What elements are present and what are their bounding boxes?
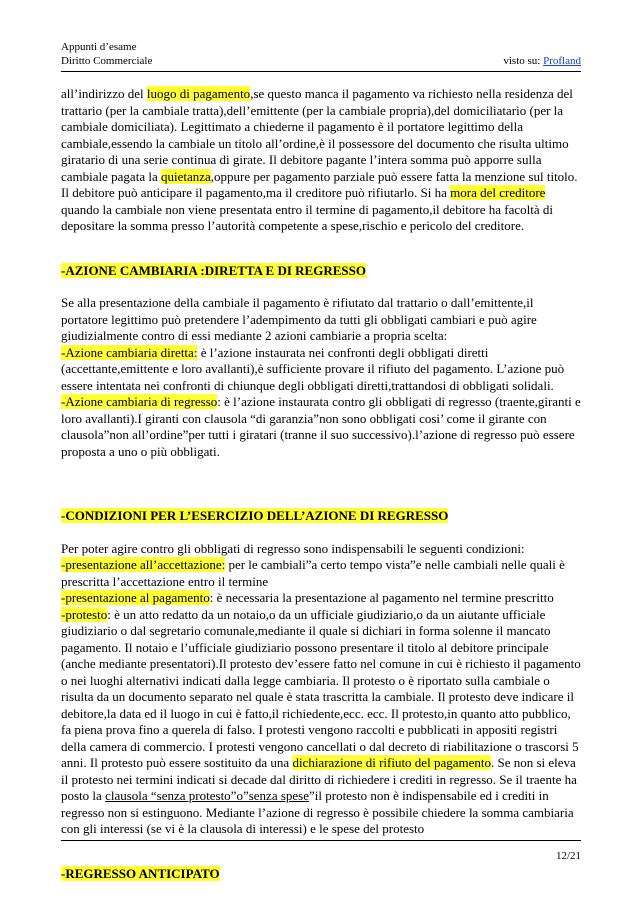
highlight-dichiarazione-rifiuto: dichiarazione di rifiuto del pagamento: [292, 755, 491, 770]
intro-paragraph: [61, 86, 581, 235]
highlight-presentazione-pagamento: -presentazione al pagamento: [61, 590, 210, 605]
highlight-protesto: -protesto: [61, 606, 108, 622]
text-run: quando la cambiale non viene presentata entro il termine di pagamento,il debitore ha facoltà di depositare la somma presso l’autorità competente a spese,rischio e pericolo del creditore.: [61, 201, 554, 233]
highlight-azione-regresso: -Azione cambiaria di regresso: [61, 394, 218, 409]
condizioni-paragraph: [61, 541, 581, 838]
text-run: : è l’azione instaurata contro gli obbligati di regresso (traente,giranti e loro avallanti).I giranti con clausola “di garanzia”non sono obbligati cosi’ come il girante con clausola”non all’ordine”per tutti i giratari (tranne il suo successivo).l’azione di regresso può essere proposta a uno o più obbligati.: [61, 394, 581, 459]
text-run: all’indirizzo del: [61, 86, 147, 101]
heading-text: -AZIONE CAMBIARIA :DIRETTA E DI REGRESSO: [61, 262, 366, 278]
text-run: Per poter agire contro gli obbligati di regresso sono indispensabili le seguenti condizioni:: [61, 540, 525, 556]
profland-link[interactable]: Profland: [543, 55, 581, 67]
highlight-azione-diretta: -Azione cambiaria diretta:: [61, 344, 198, 360]
footer-divider: [61, 840, 581, 841]
heading-condizioni: [61, 508, 581, 525]
text-run: Se alla presentazione della cambiale il pagamento è rifiutato dal trattario o dall’emittente,il portatore legittimo può pretendere l’adempimento da tutti gli obbligati cambiari e può agire giudizialmente contro di essi mediante 2 azioni cambiarie a propria scelta:: [61, 295, 537, 343]
underlined-clausola: clausola “senza protesto”o”senza spese: [105, 788, 309, 803]
header-visto-prefix: visto su:: [503, 55, 544, 67]
highlight-mora-del-creditore: mora del creditore: [450, 185, 546, 200]
azione-paragraph: [61, 295, 581, 460]
highlight-quietanza: quietanza: [160, 168, 211, 184]
highlight-presentazione-accettazione: -presentazione all’accettazione:: [61, 557, 226, 572]
text-run: per le cambiali”a certo tempo vista”e nelle cambiali nelle quali è prescritta l’accettazione entro il termine: [61, 557, 565, 589]
heading-text: -CONDIZIONI PER L’ESERCIZIO DELL’AZIONE DI REGRESSO: [61, 508, 449, 523]
text-run: : è un atto redatto da un notaio,o da un ufficiale giudiziario,o da un aiutante ufficiale giudiziario o dal segretario comunale,mediante il quale si dichiari in forma solenne il mancato pagamento. Il notaio e l’ufficiale giudiziario possono presentare il titolo al debitore principale (anche mediante presentatori).Il protesto dev’essere fatto nel comune in cui è richiesto il pagamento o nei luoghi alternativi indicati dalla legge cambiaria. Il protesto o è riportato sulla cambiale o risulta da un documento separato nel quale è stata trascritta la cambiale. Il protesto deve indicare il debitore,la data ed il luogo in cui è fatto,il richiedente,ecc. ecc. Il protesto,in quanto atto pubblico, fa piena prova fino a querela di falso. I protesti vengono raccolti e pubblicati in appositi registri della camera di commercio. I protesti vengono cancellati o dal decreto di riabilitazione o trascorsi 5 anni. Il protesto può essere sostituito da una: [61, 606, 581, 770]
text-run: : è necessaria la presentazione al pagamento nel termine prescritto: [209, 590, 554, 605]
heading-regresso-anticipato: [61, 866, 581, 883]
text-run: ,se questo manca il pagamento va richiesto nella residenza del trattario (per la cambiale tratta),dell’emittente (per la cambiale propria),del domiciliatario (per la cambiale domiciliata). Legittimato a chiederne il pagamento è il portatore legittimo della cambiale,essendo la cambiale un titolo all’ordine,è il possessore del documento che risulta ultimo giratario di una serie continua di girate. Il debitore pagante l’intera somma può apporre sulla cambiale pagata la: [61, 86, 573, 184]
header-visto-su: [503, 54, 581, 68]
text-run: ”il protesto non è indispensabile ed i crediti in regresso non si estinguono. Mediante l’azione di regresso è possibile chiedere la somma cambiaria con gli interessi (se vi è la clausola di interessi) e le spese del protesto: [61, 788, 574, 836]
page-content: [61, 86, 581, 882]
heading-text: -REGRESSO ANTICIPATO: [61, 865, 220, 881]
heading-azione-cambiaria: [61, 263, 581, 280]
header-title: Appunti d’esame: [61, 41, 137, 53]
text-run: . Se non si eleva il protesto nei termini indicati si decade dal diritto di richiedere i crediti in regresso. Se il traente ha posto la: [61, 755, 577, 803]
header-divider: [61, 71, 581, 72]
highlight-luogo-di-pagamento: luogo di pagamento: [146, 86, 251, 101]
header-subject: Diritto Commerciale: [61, 55, 153, 67]
text-run: ,oppure per pagamento parziale può essere fatta la menzione sul titolo. Il debitore può anticipare il pagamento,ma il creditore può rifiutarlo. Si ha: [61, 168, 578, 200]
page-header: [61, 40, 581, 68]
page-number: 12/21: [555, 850, 581, 862]
text-run: è l’azione instaurata nei confronti degli obbligati diretti (accettante,emittente e loro avallanti),è sufficiente provare il rifiuto del pagamento. L’azione può essere intentata nei confronti di chiunque degli obbligati diretti,trattandosi di obbligati solidali.: [61, 344, 565, 393]
